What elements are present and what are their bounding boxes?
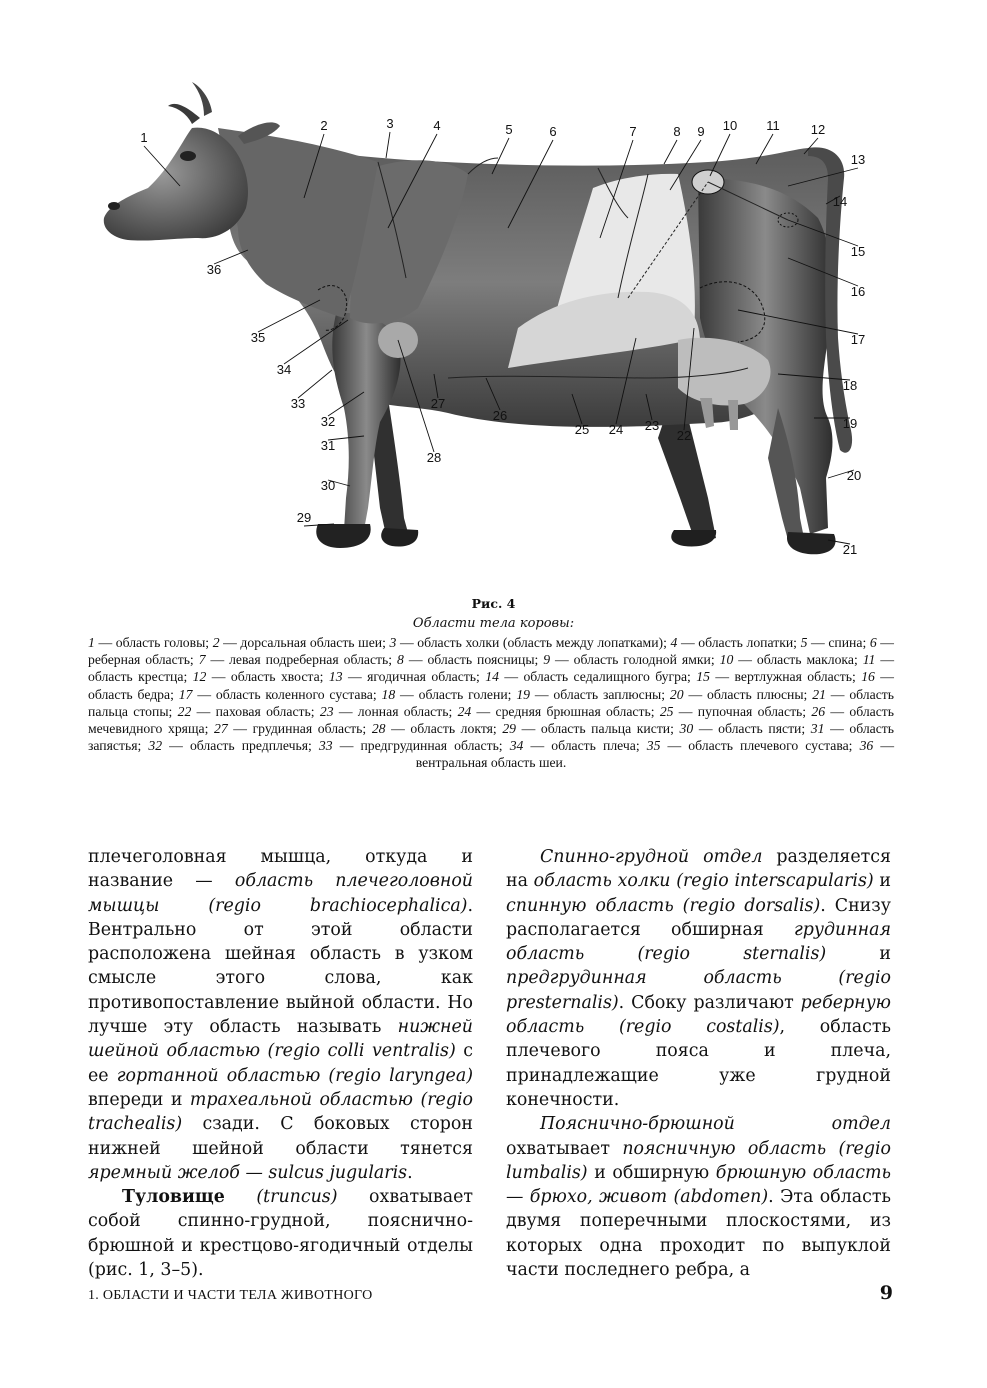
caption-number: 16: [861, 669, 875, 685]
region-label-3: 3: [386, 116, 394, 131]
region-label-20: 20: [846, 468, 862, 483]
text-run: . Эта область двумя поперечными плоскостями, из которых одна проходит по выпуклой части последнего ребра, а: [506, 1187, 891, 1281]
label-leader-line: [298, 370, 332, 398]
caption-text: — область лопатки;: [677, 635, 801, 650]
caption-text: — область крестца;: [88, 652, 895, 685]
caption-text: — область мечевидного хряща;: [88, 703, 895, 737]
region-label-36: 36: [206, 262, 222, 277]
caption-text: — дорсальная область шеи;: [219, 635, 390, 650]
caption-text: — область коленного сустава;: [192, 686, 382, 702]
region-label-17: 17: [850, 332, 866, 347]
horn-shape: [192, 82, 212, 116]
region-label-11: 11: [766, 118, 780, 133]
text-run: (truncus): [256, 1187, 338, 1208]
caption-number: 19: [516, 686, 530, 702]
figure-caption: [88, 634, 894, 772]
label-leader-line: [664, 140, 677, 164]
caption-text: — область заплюсны;: [530, 686, 670, 702]
region-label-8: 8: [673, 124, 681, 139]
caption-text: — пупочная область;: [673, 703, 812, 719]
paragraph: [506, 845, 891, 1112]
caption-text: — грудинная область;: [227, 721, 372, 737]
label-leader-line: [386, 132, 390, 158]
paragraph: [506, 1112, 891, 1282]
region-label-23: 23: [644, 418, 660, 433]
region-label-31: 31: [320, 438, 336, 453]
region-label-16: 16: [850, 284, 866, 299]
text-run: трахеальной областью (regio trachealis): [88, 1089, 473, 1135]
far-hind-hoof: [671, 530, 716, 546]
caption-number: 5: [800, 635, 808, 650]
caption-number: 29: [502, 721, 517, 737]
caption-text: — область пальца стопы;: [88, 686, 894, 719]
text-run: предгрудинная область (regio presternalis): [506, 968, 891, 1013]
text-run: Пояснично-брюшной отдел: [540, 1114, 891, 1135]
caption-number: 33: [318, 738, 333, 754]
region-label-25: 25: [574, 422, 590, 437]
figure-title: Области тела коровы:: [412, 616, 575, 631]
head: [104, 128, 248, 241]
caption-number: 23: [319, 703, 334, 719]
text-run: с ее: [88, 1041, 473, 1086]
caption-number: 4: [670, 635, 678, 650]
caption-number: 21: [812, 686, 826, 702]
caption-text: — область бедра;: [88, 669, 894, 702]
text-run: сзади. С боковых сторон нижней шейной области тянется: [88, 1114, 473, 1159]
caption-number: 17: [178, 686, 193, 702]
caption-text: — область плечевого сустава;: [660, 738, 860, 754]
caption-number: 1: [88, 635, 95, 650]
region-label-18: 18: [842, 378, 858, 393]
text-run: гортанной областью (regio laryngea): [116, 1065, 473, 1086]
text-run: . Вентрально от этой области расположена шейная область в узком смысле этого слова, как противопоставление выйной области. Но лучше эту область называть: [88, 895, 473, 1038]
text-run: грудинная область (regio sternalis): [506, 919, 891, 965]
region-label-30: 30: [320, 478, 336, 493]
cow-illustration: [88, 78, 894, 578]
text-run: разделяется на: [506, 847, 891, 892]
text-run: Спинно-грудной отдел: [540, 847, 763, 867]
paragraph: [88, 1185, 473, 1282]
caption-number: 27: [214, 721, 228, 737]
caption-number: 6: [869, 635, 877, 650]
caption-text: — паховая область;: [191, 703, 320, 719]
caption-text: — область локтя;: [385, 721, 503, 737]
right-text-column: [506, 845, 891, 1282]
text-run: область холки (regio interscapularis): [533, 871, 874, 892]
eye: [180, 151, 196, 161]
region-label-1: 1: [140, 130, 148, 145]
text-run: яремный желоб — sulcus jugularis: [88, 1162, 408, 1183]
text-run: и: [873, 871, 891, 892]
caption-number: 31: [810, 721, 825, 737]
text-run: .: [407, 1162, 413, 1183]
caption-text: — область поясницы;: [403, 652, 544, 668]
text-run: и: [826, 944, 891, 965]
page-number: 9: [879, 1282, 893, 1304]
caption-text: — спина;: [807, 635, 870, 650]
region-label-7: 7: [629, 124, 637, 139]
caption-number: 2: [212, 635, 220, 650]
region-label-5: 5: [505, 122, 513, 137]
text-run: . Снизу располагается обширная: [506, 895, 891, 940]
text-run: , область плечевого пояса и плеча, принадлежащие уже грудной конечности.: [506, 1017, 891, 1110]
region-label-27: 27: [430, 396, 446, 411]
caption-number: 11: [862, 652, 876, 668]
caption-text: — область плеча;: [523, 738, 647, 754]
nostril: [108, 202, 120, 210]
caption-number: 36: [859, 738, 874, 754]
caption-text: — левая подреберная область;: [205, 652, 398, 668]
caption-text: — вертлужная область;: [709, 669, 862, 685]
figure-number: Рис. 4: [471, 596, 516, 611]
caption-text: — область голодной ямки;: [550, 652, 720, 668]
caption-text: — ягодичная область;: [342, 669, 486, 685]
caption-number: 32: [148, 738, 163, 754]
caption-text: — реберная область;: [88, 635, 894, 668]
region-label-14: 14: [832, 194, 848, 209]
caption-number: 12: [192, 669, 207, 685]
region-label-28: 28: [426, 450, 442, 465]
region-label-13: 13: [850, 152, 866, 167]
caption-text: — область маклока;: [733, 652, 863, 668]
region-label-19: 19: [842, 416, 858, 431]
caption-text: — вентральная область шеи.: [415, 738, 895, 771]
caption-text: — область седалищного бугра;: [498, 669, 697, 685]
region-label-32: 32: [320, 414, 336, 429]
region-label-2: 2: [320, 118, 328, 133]
teat: [728, 400, 738, 430]
caption-number: 15: [696, 669, 710, 685]
region-label-24: 24: [608, 422, 624, 437]
caption-number: 30: [679, 721, 694, 737]
caption-text: — область холки (область между лопатками);: [396, 635, 671, 650]
region-label-9: 9: [697, 124, 705, 139]
text-run: нижней шейной областью (regio colli ventralis): [88, 1017, 473, 1062]
caption-number: 14: [485, 669, 499, 685]
text-run: [225, 1187, 257, 1207]
caption-text: — средняя брюшная область;: [471, 703, 660, 719]
caption-number: 3: [389, 635, 397, 650]
region-label-4: 4: [433, 118, 441, 133]
caption-number: 18: [381, 686, 396, 702]
caption-number: 20: [669, 686, 684, 702]
caption-text: — область предплечья;: [162, 738, 319, 754]
region-label-15: 15: [850, 244, 866, 259]
text-run: спинную область (regio dorsalis): [506, 895, 821, 916]
caption-text: — лонная область;: [333, 703, 458, 719]
region-label-6: 6: [549, 124, 557, 139]
far-fore-hoof: [381, 528, 418, 546]
region-label-22: 22: [676, 428, 692, 443]
text-run: охватывает собой спинно-грудной, пояснично-брюшной и крестцово-ягодичный отделы (рис. 1, 3–5).: [88, 1187, 474, 1281]
caption-number: 10: [719, 652, 734, 668]
caption-text: — область пальца кисти;: [516, 721, 680, 737]
paragraph: [88, 845, 473, 1185]
region-label-21: 21: [842, 542, 858, 557]
caption-text: — область хвоста;: [206, 669, 329, 685]
hind-hoof: [787, 532, 836, 554]
region-label-35: 35: [250, 330, 266, 345]
caption-number: 9: [543, 652, 551, 668]
text-run: поясничную область (regio lumbalis): [506, 1138, 892, 1183]
text-run: и обширную: [587, 1162, 716, 1183]
text-run: . Сбоку различают: [618, 992, 801, 1013]
horn-shape: [168, 104, 200, 124]
region-label-10: 10: [722, 118, 738, 133]
region-label-33: 33: [290, 396, 306, 411]
region-label-34: 34: [276, 362, 292, 377]
caption-text: — область пясти;: [693, 721, 811, 737]
caption-number: 34: [509, 738, 524, 754]
caption-text: — область плюсны;: [683, 686, 813, 702]
caption-number: 7: [198, 652, 206, 668]
caption-number: 8: [397, 652, 404, 668]
caption-text: — область голени;: [395, 686, 517, 702]
cow-body-regions-figure: [88, 78, 894, 578]
region-label-12: 12: [810, 122, 826, 137]
caption-number: 35: [646, 738, 661, 754]
running-footer-chapter: 1. ОБЛАСТИ И ЧАСТИ ТЕЛА ЖИВОТНОГО: [88, 1288, 373, 1303]
caption-number: 26: [811, 703, 826, 719]
text-run: область плечеголовной мышцы (regio brachiocephalica): [88, 871, 473, 916]
text-run: охватывает: [506, 1138, 623, 1159]
text-run: впереди и: [88, 1089, 190, 1110]
caption-number: 22: [177, 703, 192, 719]
caption-text: — предгрудинная область;: [332, 738, 510, 754]
caption-number: 28: [371, 721, 386, 737]
fore-hoof: [316, 524, 370, 548]
region-label-29: 29: [296, 510, 312, 525]
left-text-column: [88, 845, 473, 1282]
text-run: реберную область (regio costalis): [506, 992, 891, 1038]
caption-text: — область запястья;: [88, 721, 895, 754]
region-label-26: 26: [492, 408, 508, 423]
caption-text: — область головы;: [94, 635, 213, 650]
caption-number: 24: [457, 703, 472, 719]
text-run: брюшную область — брюхо, живот (abdomen): [506, 1162, 891, 1208]
text-run: Туловище: [122, 1187, 225, 1208]
text-run: плечеголовная мышца, откуда и название —: [88, 847, 473, 892]
caption-number: 25: [659, 703, 674, 719]
caption-number: 13: [328, 669, 343, 685]
